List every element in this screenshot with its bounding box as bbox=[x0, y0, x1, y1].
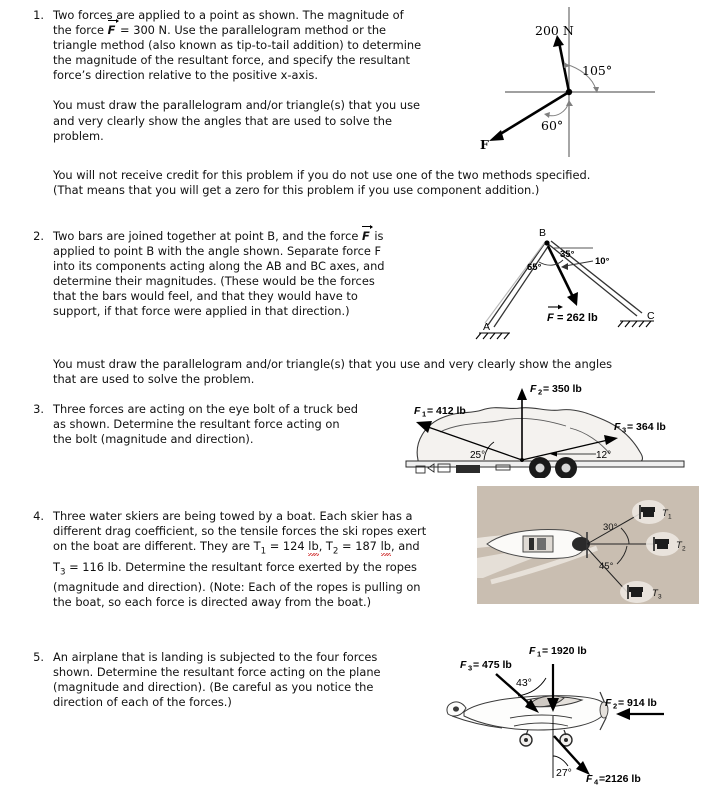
figure-3-F3-value: = 364 lb bbox=[627, 421, 666, 433]
figure-1-label-60: 60° bbox=[541, 118, 564, 133]
figure-5-label-F4 bbox=[586, 773, 641, 786]
problem-3-line-1: Three forces are acting on the eye bolt of a truck bed bbox=[53, 402, 358, 416]
problem-5-line-4: direction of each of the forces.) bbox=[53, 695, 232, 710]
support-A bbox=[476, 333, 510, 339]
figure-3-F1-sub: 1 bbox=[422, 409, 427, 419]
problem-2-number: 2. bbox=[33, 229, 44, 243]
problem-2-line-1: Two bars are joined together at point B, and the force F is bbox=[53, 229, 422, 244]
cabin-detail-2 bbox=[537, 538, 546, 550]
problem-3-line-2: as shown. Determine the resultant force acting on bbox=[53, 417, 340, 432]
problem-1-line-1: Two forces are applied to a point as shown. The magnitude of bbox=[53, 8, 404, 22]
problem-3 bbox=[22, 402, 412, 447]
svg-text:= 475 lb: = 475 lb bbox=[473, 659, 512, 671]
svg-text:= 914 lb: = 914 lb bbox=[618, 697, 657, 709]
figure-2-force-label bbox=[547, 305, 598, 324]
skier-T3 bbox=[620, 581, 654, 603]
problem-4 bbox=[22, 509, 432, 610]
figure-4-label-45: 45° bbox=[599, 561, 614, 572]
problem-1-line-4: the magnitude of the resultant force, and specify the resultant bbox=[53, 53, 410, 68]
construction-line-AB bbox=[485, 242, 545, 323]
figure-3-F1-value: = 412 lb bbox=[427, 405, 466, 417]
angle-65-arc bbox=[539, 260, 563, 265]
force-vector-symbol-2: F bbox=[362, 229, 371, 243]
svg-text:T: T bbox=[652, 588, 658, 599]
skier-T1 bbox=[632, 500, 666, 524]
svg-text:= 1920 lb: = 1920 lb bbox=[542, 645, 587, 657]
svg-text:=2126 lb: =2126 lb bbox=[599, 773, 641, 785]
figure-4-label-30: 30° bbox=[603, 522, 618, 533]
figure-3-label-F2 bbox=[530, 383, 582, 397]
problem-1-para2-line-1: You must draw the parallelogram and/or triangle(s) that you use bbox=[53, 98, 421, 113]
bar-AB-edge1 bbox=[488, 243, 545, 325]
svg-text:1: 1 bbox=[537, 649, 542, 659]
svg-text:2: 2 bbox=[613, 701, 618, 711]
force-F2-arrowhead bbox=[517, 388, 527, 400]
figure-2-label-A: A bbox=[483, 321, 491, 333]
problem-2-line-5: that the bars would feel, and that they would have to bbox=[53, 289, 358, 304]
problem-1-para2-line-2: and very clearly show the angles that are used to solve the bbox=[53, 113, 392, 128]
problem-5-line-2: shown. Determine the resultant force acting on the plane bbox=[53, 665, 381, 680]
problem-5-line-3: (magnitude and direction). (Be careful as you notice the bbox=[53, 680, 374, 695]
figure-3-F3-symbol: F bbox=[614, 421, 621, 433]
figure-1-label-105: 105° bbox=[582, 63, 613, 78]
figure-2-label-F-value: = 262 lb bbox=[557, 312, 598, 324]
problem-4-number: 4. bbox=[33, 509, 44, 523]
problem-5-number: 5. bbox=[33, 650, 44, 664]
problem-2-line-2: applied to point B with the angle shown. Separate force F bbox=[53, 244, 382, 259]
svg-text:F: F bbox=[605, 697, 612, 709]
axle-block bbox=[456, 465, 480, 473]
figure-5-label-F1 bbox=[529, 645, 587, 659]
force-vector-symbol: F bbox=[108, 23, 117, 37]
figure-2-label-35: 35° bbox=[560, 249, 575, 260]
figure-2-label-65: 65° bbox=[527, 262, 542, 273]
figure-1-label-F: F bbox=[480, 137, 489, 152]
problem-1-number: 1. bbox=[33, 8, 44, 22]
problem-2-line-3: into its components acting along the AB and BC axes, and bbox=[53, 259, 385, 274]
problem-5-line-1: An airplane that is landing is subjected to the four forces bbox=[53, 650, 378, 664]
problem-1-line-5: force’s direction relative to the positive x-axis. bbox=[53, 68, 318, 83]
svg-text:F: F bbox=[460, 659, 467, 671]
figure-5-label-F2 bbox=[605, 697, 657, 711]
figure-1 bbox=[480, 2, 707, 164]
spellcheck-lb-1: lb bbox=[308, 539, 319, 554]
problem-1-note bbox=[22, 168, 682, 198]
angle-27-arc bbox=[553, 756, 568, 766]
cabin-detail-1 bbox=[529, 538, 534, 550]
problem-3-number: 3. bbox=[33, 402, 44, 416]
figure-2-label-10: 10° bbox=[595, 256, 610, 267]
joint-B bbox=[544, 240, 549, 245]
figure-3-label-12: 12° bbox=[596, 450, 612, 461]
svg-text:F: F bbox=[529, 645, 536, 657]
figure-1-label-200N: 200 N bbox=[535, 23, 574, 38]
problem-1-line-2: the force F = 300 N. Use the parallelogram method or the bbox=[53, 23, 477, 38]
problem-5 bbox=[22, 650, 442, 710]
figure-3-F2-sub: 2 bbox=[538, 387, 543, 397]
problem-2-line-6: support, if that force were applied in that direction.) bbox=[53, 304, 350, 319]
figure-3-F2-value: = 350 lb bbox=[543, 383, 582, 395]
problem-3-line-3: the bolt (magnitude and direction). bbox=[53, 432, 254, 447]
figure-2-label-B: B bbox=[539, 227, 547, 239]
problem-2-note-line-2: that are used to solve the problem. bbox=[53, 372, 255, 387]
figure-2-label-F-symbol: F bbox=[547, 312, 554, 324]
svg-text:3: 3 bbox=[658, 593, 662, 601]
svg-text:T: T bbox=[662, 508, 668, 519]
problem-4-line-6: the boat, so each force is directed away from the boat.) bbox=[53, 595, 372, 610]
airplane bbox=[447, 692, 608, 746]
problem-4-line-1: Three water skiers are being towed by a boat. Each skier has a bbox=[53, 509, 413, 523]
figure-2-label-C: C bbox=[647, 310, 655, 322]
bar-AB-edge2 bbox=[494, 245, 549, 327]
svg-text:1: 1 bbox=[668, 513, 672, 521]
figure-3 bbox=[400, 372, 700, 478]
spellcheck-lb-2: lb bbox=[380, 539, 391, 554]
figure-3-F2-symbol: F bbox=[530, 383, 537, 395]
problem-1 bbox=[22, 8, 477, 144]
svg-text:T: T bbox=[676, 540, 682, 551]
problem-1-line-3: triangle method (also known as tip-to-tail addition) to determine bbox=[53, 38, 422, 53]
problem-2 bbox=[22, 229, 422, 320]
svg-text:4: 4 bbox=[594, 777, 599, 786]
figure-5-label-F3 bbox=[460, 659, 512, 673]
skier-T2 bbox=[646, 532, 680, 556]
problem-4-line-3: on the boat are different. They are $T_1 = 124$ lb, $T_2 = 187$ lb, and bbox=[53, 539, 420, 557]
figure-3-label-F3 bbox=[614, 421, 666, 435]
problem-4-line-4: $T_3 = 116$ lb. Determine the resultant force exerted by the ropes bbox=[53, 559, 417, 577]
svg-text:F: F bbox=[586, 773, 593, 785]
svg-text:2: 2 bbox=[682, 545, 686, 553]
figure-2 bbox=[415, 222, 707, 342]
force-F2-arrowhead-5 bbox=[616, 708, 630, 720]
problem-4-line-2: different drag coefficient, so the tensile forces the ski ropes exert bbox=[53, 524, 427, 539]
problem-2-line-4: determine their magnitudes. (These would be the forces bbox=[53, 274, 375, 289]
svg-text:3: 3 bbox=[468, 663, 473, 673]
figure-5-label-43: 43° bbox=[516, 677, 532, 689]
figure-3-label-F1 bbox=[414, 405, 466, 419]
problem-4-line-5: (magnitude and direction). (Note: Each of the ropes is pulling on bbox=[53, 579, 421, 594]
figure-3-F3-sub: 3 bbox=[622, 425, 627, 435]
problem-1-note-line-1: You will not receive credit for this problem if you do not use one of the two methods specified. bbox=[53, 168, 591, 182]
figure-4 bbox=[477, 486, 699, 604]
problem-2-note-line-1: You must draw the parallelogram and/or triangle(s) that you use and very clearly show the angles bbox=[53, 357, 613, 371]
figure-5-label-27: 27° bbox=[556, 767, 572, 779]
figure-3-F1-symbol: F bbox=[414, 405, 421, 417]
figure-5 bbox=[440, 630, 707, 786]
problem-1-note-line-2: (That means that you will get a zero for this problem if you use component addition.) bbox=[53, 183, 540, 198]
figure-3-label-25: 25° bbox=[470, 450, 486, 461]
problem-1-para2-line-3: problem. bbox=[53, 128, 104, 143]
